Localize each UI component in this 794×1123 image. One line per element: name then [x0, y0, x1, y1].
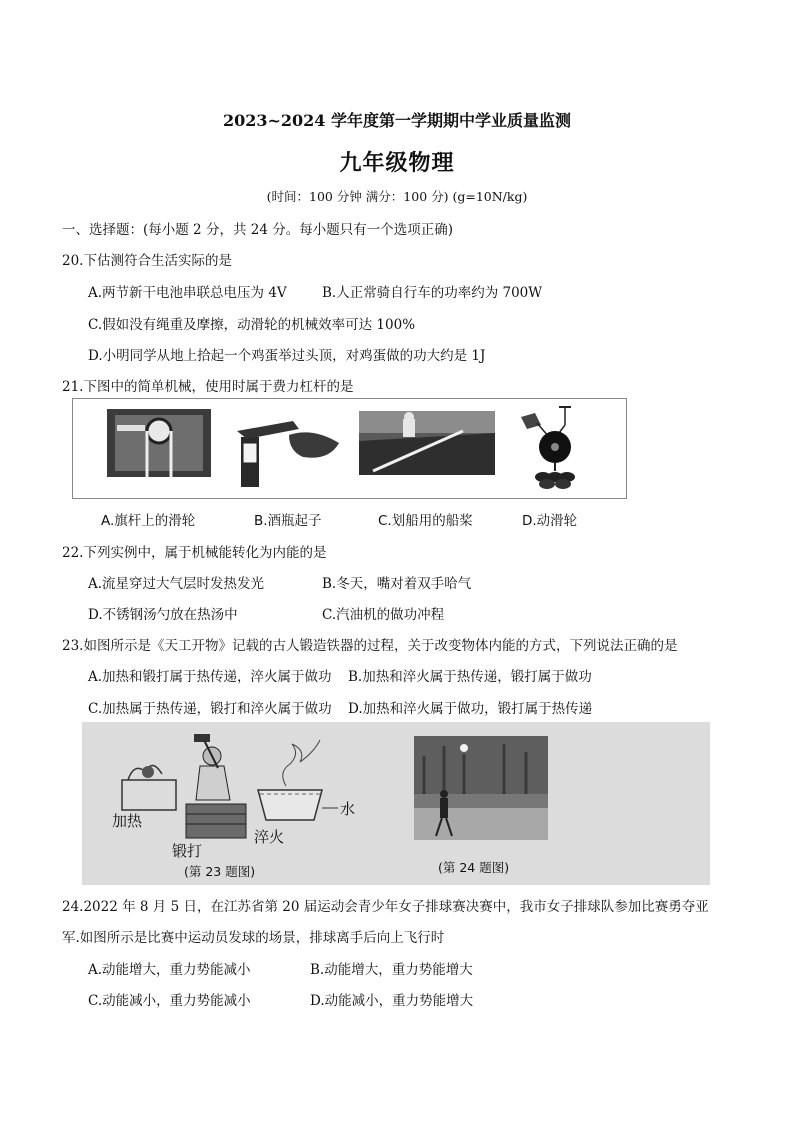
q23-option-d: D.加热和淬火属于做功，锻打属于热传递 [348, 701, 593, 717]
q20-option-c: C.假如没有绳重及摩擦，动滑轮的机械效率可达 100% [88, 317, 416, 333]
q21-option-b: B.酒瓶起子 [254, 513, 322, 529]
q21-option-d: D.动滑轮 [522, 513, 578, 529]
q20-option-a: A.两节新干电池串联总电压为 4V [88, 285, 287, 301]
q20-option-d: D.小明同学从地上拾起一个鸡蛋举过头顶，对鸡蛋做的功大约是 1J [88, 348, 486, 364]
question-22-stem: 22.下列实例中，属于机械能转化为内能的是 [62, 545, 327, 561]
question-23-stem: 23.如图所示是《天工开物》记载的古人锻造铁器的过程，关于改变物体内能的方式，下列说法正确的是 [62, 638, 678, 654]
exam-title: 2023~2024 学年度第一学期期中学业质量监测 [222, 111, 572, 130]
figures-23-24-scan [82, 722, 710, 885]
flagpole-pulley-image [107, 409, 217, 487]
label-quenching: 淬火 [254, 828, 285, 846]
q24-option-c: C.动能减小，重力势能减小 [88, 993, 251, 1009]
q23-option-b: B.加热和淬火属于热传递，锻打属于做功 [348, 669, 592, 685]
figure-24-caption: (第 24 题图) [438, 860, 510, 875]
q22-option-b: B.冬天，嘴对着双手哈气 [322, 576, 472, 592]
label-heating: 加热 [112, 812, 143, 830]
q24-option-b: B.动能增大，重力势能增大 [310, 962, 473, 978]
q21-option-c: C.划船用的船桨 [378, 513, 473, 529]
q24-option-a: A.动能增大，重力势能减小 [88, 962, 251, 978]
q22-option-d: D.不锈钢汤勺放在热汤中 [88, 607, 238, 623]
label-water: 水 [340, 800, 356, 818]
label-forging: 锻打 [172, 842, 203, 860]
subject-title: 九年级物理 [339, 150, 455, 176]
question-24-stem-line1: 24.2022 年 8 月 5 日，在江苏省第 20 届运动会青少年女子排球赛决赛中，我市女子排球队参加比赛勇夺亚 [62, 899, 709, 915]
volleyball-serve-photo [414, 736, 554, 846]
figure-23-caption: (第 23 题图) [184, 864, 256, 879]
rowing-oar-image [359, 411, 499, 489]
q22-option-a: A.流星穿过大气层时发热发光 [88, 576, 265, 592]
q20-option-b: B.人正常骑自行车的功率约为 700W [322, 285, 543, 301]
q21-option-a: A.旗杆上的滑轮 [101, 513, 196, 529]
q22-option-c: C.汽油机的做功冲程 [322, 607, 445, 623]
q23-option-c: C.加热属于热传递，锻打和淬火属于做功 [88, 701, 332, 717]
question-24-stem-line2: 军.如图所示是比赛中运动员发球的场景，排球离手后向上飞行时 [62, 930, 445, 946]
q23-option-a: A.加热和锻打属于热传递，淬火属于做功 [88, 669, 332, 685]
question-21-stem: 21.下图中的简单机械，使用时属于费力杠杆的是 [62, 379, 354, 395]
bottle-opener-image [233, 417, 343, 495]
q24-option-d: D.动能减小，重力势能增大 [310, 993, 474, 1009]
exam-meta: (时间：100 分钟 满分：100 分) (g=10N/kg) [266, 189, 528, 204]
q21-figure-box [72, 398, 627, 499]
movable-pulley-image [513, 403, 603, 493]
question-20-stem: 20.下估测符合生活实际的是 [62, 253, 232, 269]
section-heading: 一、选择题：(每小题 2 分，共 24 分。每小题只有一个选项正确) [62, 222, 453, 238]
